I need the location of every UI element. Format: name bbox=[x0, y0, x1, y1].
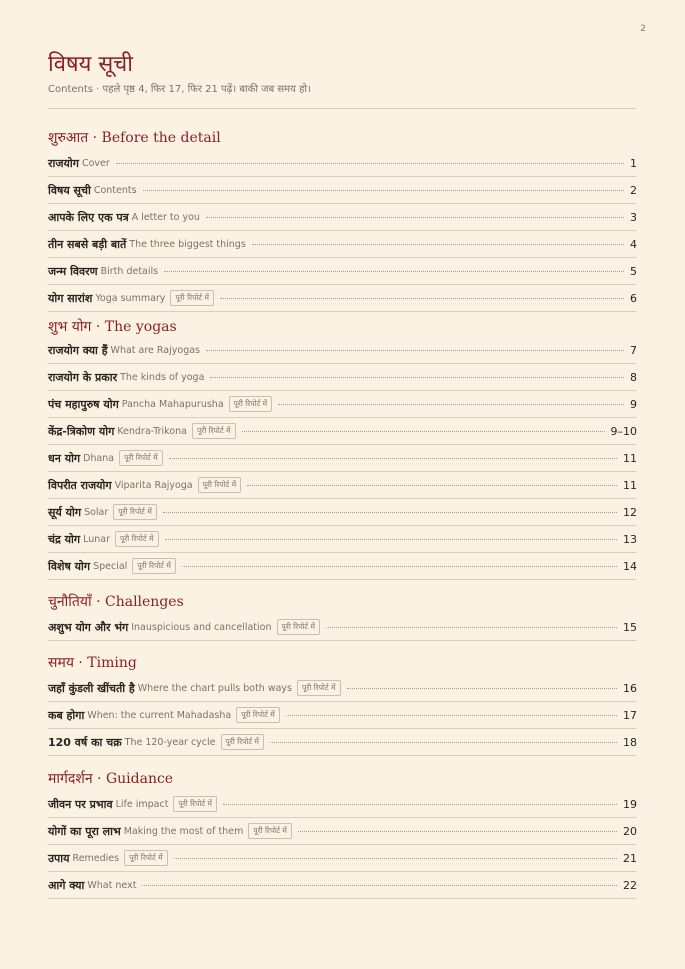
entry-title-hindi: राजयोग bbox=[48, 156, 79, 170]
full-report-badge: पूरी रिपोर्ट में bbox=[297, 680, 341, 696]
entry-page-number: 8 bbox=[630, 370, 637, 384]
entry-page-number: 15 bbox=[623, 620, 637, 634]
dot-leader bbox=[142, 885, 617, 886]
entry-title-hindi: चंद्र योग bbox=[48, 532, 81, 546]
entry-title-hindi: योग सारांश bbox=[48, 291, 93, 305]
entry-title-english: Cover bbox=[81, 157, 110, 169]
entry-title-english: Pancha Mahapurusha bbox=[121, 398, 224, 410]
toc-entry[interactable] bbox=[48, 285, 637, 312]
dot-leader bbox=[242, 431, 605, 432]
dot-leader bbox=[206, 350, 624, 351]
toc-entry[interactable] bbox=[48, 702, 637, 729]
entry-title-hindi: 120 वर्ष का चक्र bbox=[48, 735, 122, 749]
entry-title-english: What are Rajyogas bbox=[110, 344, 200, 356]
entry-page-number: 9 bbox=[630, 397, 637, 411]
entry-title-hindi: विशेष योग bbox=[48, 559, 91, 573]
full-report-badge: पूरी रिपोर्ट में bbox=[170, 290, 214, 306]
full-report-badge: पूरी रिपोर्ट में bbox=[198, 477, 242, 493]
dot-leader bbox=[298, 831, 617, 832]
dot-leader bbox=[182, 566, 617, 567]
entry-title-hindi: आगे क्या bbox=[48, 878, 85, 892]
entry-page-number: 1 bbox=[630, 156, 637, 170]
section-heading: चुनौतियाँ · Challenges bbox=[48, 594, 184, 610]
entry-title-english: Making the most of them bbox=[123, 825, 244, 837]
full-report-badge: पूरी रिपोर्ट में bbox=[132, 558, 176, 574]
entry-title-english: Kendra-Trikona bbox=[117, 425, 187, 437]
full-report-badge: पूरी रिपोर्ट में bbox=[248, 823, 292, 839]
dot-leader bbox=[206, 217, 624, 218]
toc-entry[interactable] bbox=[48, 418, 637, 445]
toc-entry[interactable] bbox=[48, 337, 637, 364]
entry-title-english: What next bbox=[87, 879, 137, 891]
entry-page-number: 11 bbox=[623, 451, 637, 465]
entry-title-english: Lunar bbox=[83, 533, 110, 545]
entry-title-english: Viparita Rajyoga bbox=[114, 479, 193, 491]
entry-title-hindi: विपरीत राजयोग bbox=[48, 478, 112, 492]
full-report-badge: पूरी रिपोर्ट में bbox=[113, 504, 157, 520]
entry-title-hindi: कब होगा bbox=[48, 708, 85, 722]
entry-title-english: The three biggest things bbox=[129, 238, 246, 250]
entry-title-english: Birth details bbox=[100, 265, 159, 277]
toc-entry[interactable] bbox=[48, 177, 637, 204]
toc-entry[interactable] bbox=[48, 231, 637, 258]
entry-title-hindi: तीन सबसे बड़ी बातें bbox=[48, 237, 127, 251]
entry-title-english: Life impact bbox=[115, 798, 169, 810]
toc-entry[interactable] bbox=[48, 364, 637, 391]
entry-title-english: The kinds of yoga bbox=[120, 371, 205, 383]
entry-title-english: Yoga summary bbox=[95, 292, 166, 304]
dot-leader bbox=[270, 742, 617, 743]
entry-page-number: 12 bbox=[623, 505, 637, 519]
toc-entry[interactable] bbox=[48, 729, 637, 756]
toc-entry[interactable] bbox=[48, 204, 637, 231]
entry-page-number: 21 bbox=[623, 851, 637, 865]
full-report-badge: पूरी रिपोर्ट में bbox=[236, 707, 280, 723]
entry-title-english: Inauspicious and cancellation bbox=[131, 621, 272, 633]
entry-title-english: Special bbox=[93, 560, 128, 572]
dot-leader bbox=[278, 404, 624, 405]
entry-title-hindi: जीवन पर प्रभाव bbox=[48, 797, 113, 811]
dot-leader bbox=[116, 163, 624, 164]
full-report-badge: पूरी रिपोर्ट में bbox=[229, 396, 273, 412]
entry-page-number: 20 bbox=[623, 824, 637, 838]
full-report-badge: पूरी रिपोर्ट में bbox=[221, 734, 265, 750]
entry-title-english: Where the chart pulls both ways bbox=[137, 682, 292, 694]
dot-leader bbox=[252, 244, 624, 245]
entry-page-number: 22 bbox=[623, 878, 637, 892]
toc-entry[interactable] bbox=[48, 845, 637, 872]
entry-page-number: 4 bbox=[630, 237, 637, 251]
entry-title-hindi: जन्म विवरण bbox=[48, 264, 98, 278]
dot-leader bbox=[220, 298, 624, 299]
entry-page-number: 2 bbox=[630, 183, 637, 197]
entry-title-english: A letter to you bbox=[131, 211, 200, 223]
dot-leader bbox=[326, 627, 617, 628]
entry-page-number: 9–10 bbox=[610, 424, 637, 438]
entry-page-number: 17 bbox=[623, 708, 637, 722]
dot-leader bbox=[169, 458, 617, 459]
full-report-badge: पूरी रिपोर्ट में bbox=[277, 619, 321, 635]
entry-title-hindi: उपाय bbox=[48, 851, 70, 865]
entry-page-number: 13 bbox=[623, 532, 637, 546]
entry-page-number: 18 bbox=[623, 735, 637, 749]
entry-title-hindi: जहाँ कुंडली खींचती है bbox=[48, 681, 135, 695]
toc-entry[interactable] bbox=[48, 818, 637, 845]
entry-title-english: Remedies bbox=[72, 852, 120, 864]
section-heading: मार्गदर्शन · Guidance bbox=[48, 771, 174, 787]
full-report-badge: पूरी रिपोर्ट में bbox=[124, 850, 168, 866]
entry-title-english: Solar bbox=[84, 506, 109, 518]
toc-entry[interactable] bbox=[48, 675, 637, 702]
entry-page-number: 11 bbox=[623, 478, 637, 492]
full-report-badge: पूरी रिपोर्ट में bbox=[173, 796, 217, 812]
entry-title-english: When: the current Mahadasha bbox=[87, 709, 232, 721]
toc-entry[interactable] bbox=[48, 499, 637, 526]
page-subtitle: Contents · पहले पृष्ठ 4, फिर 17, फिर 21 पढ़ें। बाकी जब समय हो। bbox=[48, 84, 311, 95]
title-divider bbox=[48, 108, 637, 109]
entry-title-english: The 120-year cycle bbox=[124, 736, 216, 748]
entry-page-number: 3 bbox=[630, 210, 637, 224]
dot-leader bbox=[347, 688, 617, 689]
entry-title-hindi: राजयोग के प्रकार bbox=[48, 370, 118, 384]
toc-entry[interactable] bbox=[48, 791, 637, 818]
dot-leader bbox=[143, 190, 624, 191]
entry-title-english: Dhana bbox=[83, 452, 115, 464]
dot-leader bbox=[164, 271, 624, 272]
page-title: विषय सूची bbox=[48, 52, 133, 77]
section-heading: शुरुआत · Before the detail bbox=[48, 130, 221, 146]
toc-entry[interactable] bbox=[48, 526, 637, 553]
toc-entry[interactable] bbox=[48, 872, 637, 899]
entry-title-hindi: धन योग bbox=[48, 451, 81, 465]
dot-leader bbox=[223, 804, 617, 805]
entry-title-hindi: राजयोग क्या हैं bbox=[48, 343, 108, 357]
entry-page-number: 5 bbox=[630, 264, 637, 278]
entry-title-hindi: केंद्र-त्रिकोण योग bbox=[48, 424, 115, 438]
full-report-badge: पूरी रिपोर्ट में bbox=[115, 531, 159, 547]
entry-title-hindi: अशुभ योग और भंग bbox=[48, 620, 129, 634]
section-heading: शुभ योग · The yogas bbox=[48, 319, 177, 335]
toc-entry[interactable] bbox=[48, 553, 637, 580]
entry-title-hindi: आपके लिए एक पत्र bbox=[48, 210, 129, 224]
dot-leader bbox=[247, 485, 617, 486]
entry-page-number: 7 bbox=[630, 343, 637, 357]
toc-entry[interactable] bbox=[48, 391, 637, 418]
toc-entry[interactable] bbox=[48, 472, 637, 499]
entry-page-number: 19 bbox=[623, 797, 637, 811]
full-report-badge: पूरी रिपोर्ट में bbox=[192, 423, 236, 439]
page-number: 2 bbox=[640, 24, 646, 34]
dot-leader bbox=[174, 858, 617, 859]
entry-title-hindi: सूर्य योग bbox=[48, 505, 82, 519]
entry-title-hindi: विषय सूची bbox=[48, 183, 91, 197]
entry-page-number: 16 bbox=[623, 681, 637, 695]
toc-entry[interactable] bbox=[48, 614, 637, 641]
entry-page-number: 14 bbox=[623, 559, 637, 573]
dot-leader bbox=[286, 715, 617, 716]
entry-page-number: 6 bbox=[630, 291, 637, 305]
dot-leader bbox=[165, 539, 618, 540]
entry-title-english: Contents bbox=[93, 184, 137, 196]
dot-leader bbox=[163, 512, 617, 513]
toc-entry[interactable] bbox=[48, 258, 637, 285]
toc-entry[interactable] bbox=[48, 150, 637, 177]
toc-entry[interactable] bbox=[48, 445, 637, 472]
entry-title-hindi: पंच महापुरुष योग bbox=[48, 397, 119, 411]
full-report-badge: पूरी रिपोर्ट में bbox=[119, 450, 163, 466]
section-heading: समय · Timing bbox=[48, 655, 137, 671]
dot-leader bbox=[210, 377, 624, 378]
entry-title-hindi: योगों का पूरा लाभ bbox=[48, 824, 121, 838]
